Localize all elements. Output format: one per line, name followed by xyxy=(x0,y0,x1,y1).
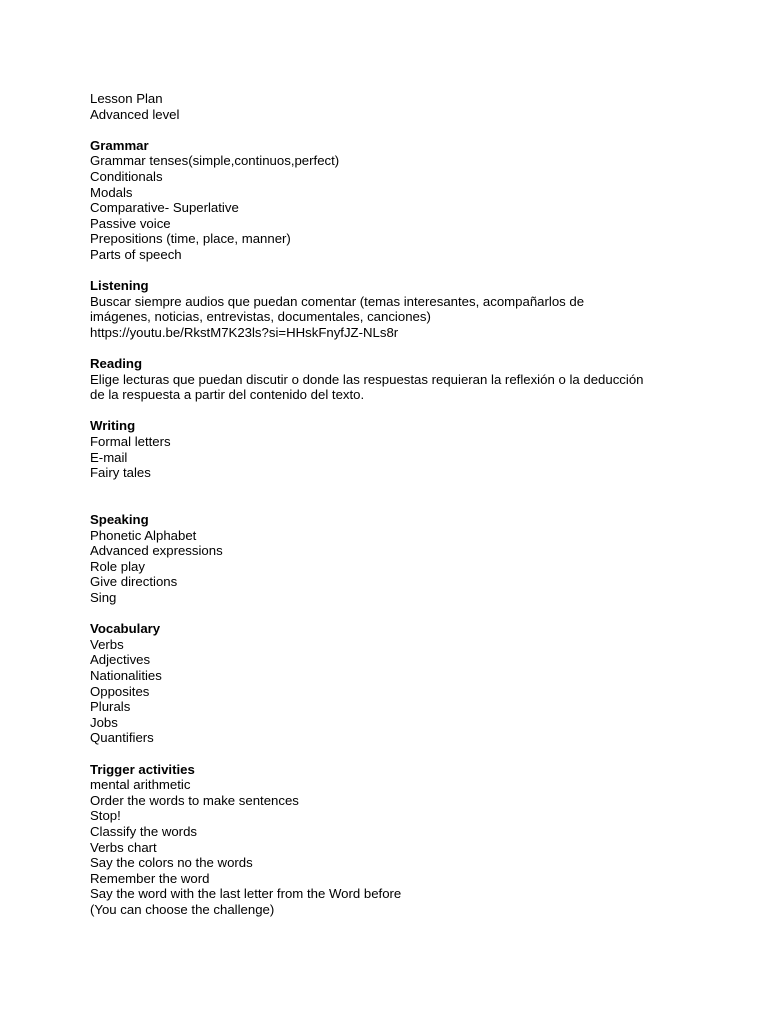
grammar-item: Grammar tenses(simple,continuos,perfect) xyxy=(90,153,340,169)
trigger-activities-heading: Trigger activities xyxy=(90,761,195,777)
document-header xyxy=(90,91,690,122)
trigger-activity-item: Remember the word xyxy=(90,870,210,886)
listening-section xyxy=(90,278,690,340)
vocabulary-heading: Vocabulary xyxy=(90,621,161,637)
grammar-heading: Grammar xyxy=(90,137,149,153)
document-title: Lesson Plan xyxy=(90,91,163,106)
document-page xyxy=(90,91,690,917)
writing-heading: Writing xyxy=(90,418,136,434)
speaking-section xyxy=(90,512,690,606)
trigger-activity-item: Classify the words xyxy=(90,823,198,839)
vocabulary-item: Plurals xyxy=(90,699,131,715)
vocabulary-section xyxy=(90,621,690,746)
reading-text-line: de la respuesta a partir del contenido del texto. xyxy=(90,387,365,403)
speaking-item: Phonetic Alphabet xyxy=(90,527,197,543)
vocabulary-item: Opposites xyxy=(90,683,150,699)
reading-heading: Reading xyxy=(90,356,143,372)
speaking-item: Role play xyxy=(90,558,145,574)
vocabulary-item: Adjectives xyxy=(90,652,151,668)
document-level: Advanced level xyxy=(90,106,180,122)
speaking-item: Give directions xyxy=(90,574,178,590)
grammar-item: Prepositions (time, place, manner) xyxy=(90,231,291,247)
writing-item: Formal letters xyxy=(90,434,171,450)
writing-item: E-mail xyxy=(90,449,128,465)
listening-text-line: imágenes, noticias, entrevistas, documentales, canciones) xyxy=(90,309,431,325)
grammar-item: Parts of speech xyxy=(90,246,182,262)
reading-text-line: Elige lecturas que puedan discutir o donde las respuestas requieran la reflexión o la deducción xyxy=(90,371,644,387)
trigger-activity-item: Order the words to make sentences xyxy=(90,792,299,808)
vocabulary-item: Nationalities xyxy=(90,667,162,683)
vocabulary-item: Verbs xyxy=(90,636,124,652)
grammar-item: Passive voice xyxy=(90,215,171,231)
grammar-item: Conditionals xyxy=(90,168,163,184)
listening-url: https://youtu.be/RkstM7K23ls?si=HHskFnyfJZ-NLs8r xyxy=(90,324,399,340)
speaking-item: Advanced expressions xyxy=(90,543,223,559)
writing-item: Fairy tales xyxy=(90,465,151,481)
listening-heading: Listening xyxy=(90,278,149,294)
reading-section xyxy=(90,356,690,403)
vocabulary-item: Jobs xyxy=(90,714,118,730)
trigger-activities-section xyxy=(90,762,690,918)
trigger-activity-item: mental arithmetic xyxy=(90,777,191,793)
speaking-heading: Speaking xyxy=(90,512,149,528)
grammar-item: Modals xyxy=(90,184,133,200)
writing-section xyxy=(90,418,690,480)
listening-text-line: Buscar siempre audios que puedan comentar (temas interesantes, acompañarlos de xyxy=(90,293,585,309)
trigger-activity-item: Say the colors no the words xyxy=(90,855,253,871)
speaking-item: Sing xyxy=(90,590,117,605)
grammar-section xyxy=(90,138,690,263)
grammar-item: Comparative- Superlative xyxy=(90,200,239,216)
trigger-activity-item: Stop! xyxy=(90,808,121,824)
trigger-activity-item: Verbs chart xyxy=(90,839,157,855)
trigger-activity-item: (You can choose the challenge) xyxy=(90,901,275,917)
trigger-activity-item: Say the word with the last letter from the Word before xyxy=(90,886,402,902)
vocabulary-item: Quantifiers xyxy=(90,730,154,746)
